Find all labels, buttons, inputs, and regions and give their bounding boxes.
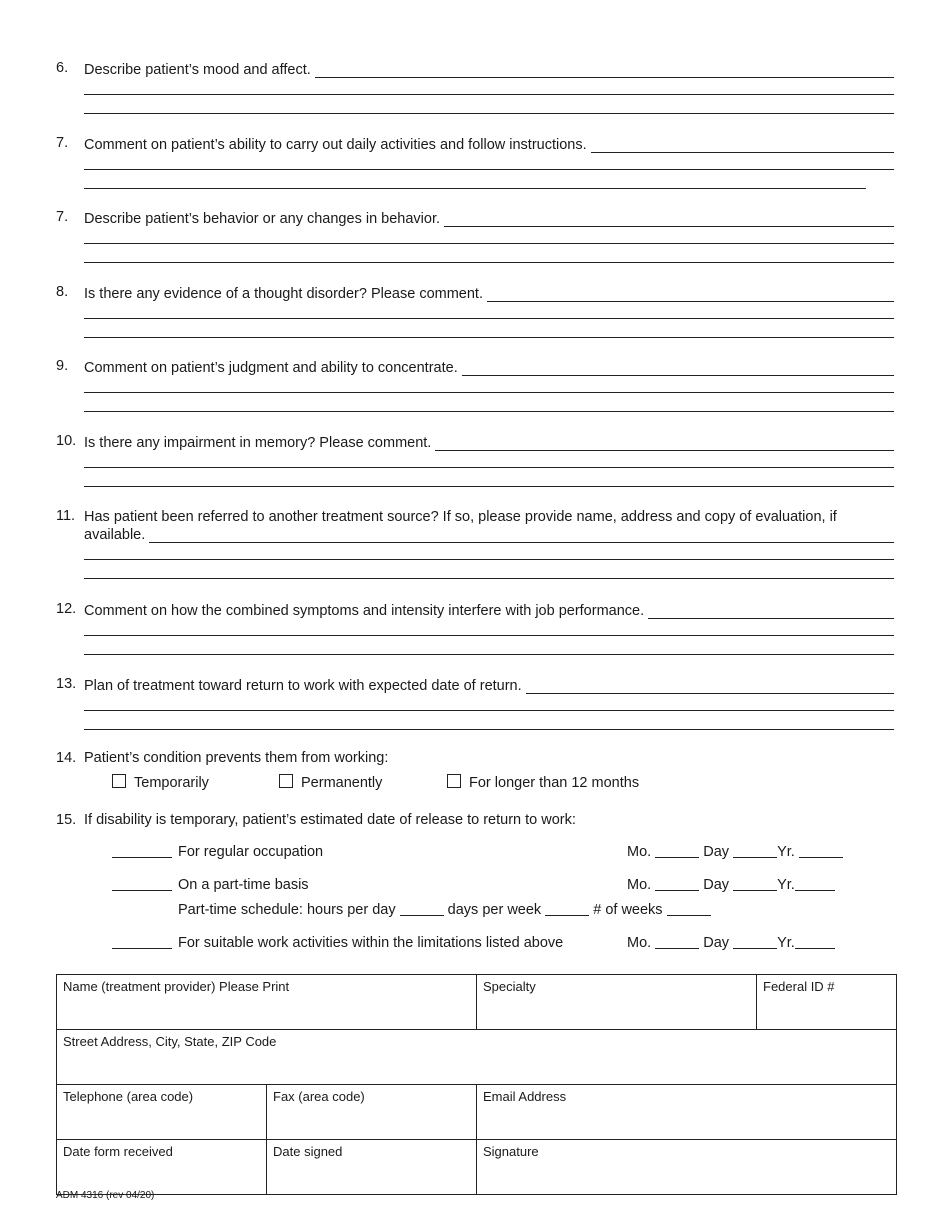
days-label: days per week [447,902,542,918]
answer-line[interactable] [84,318,894,319]
option-label: Permanently [301,775,383,791]
day-field[interactable] [733,844,777,858]
question-7-activities [56,135,894,195]
weeks-label: # of weeks [593,902,663,918]
answer-line[interactable] [84,467,894,468]
question-13 [56,676,894,736]
answer-line[interactable] [84,559,894,560]
federal-id-field[interactable]: Federal ID # [757,975,897,1030]
question-text: Comment on how the combined symptoms and intensity interfere with job performance. [84,603,645,619]
answer-line[interactable] [462,360,894,376]
month-label: Mo. [627,877,652,893]
answer-line[interactable] [444,211,894,227]
name-field[interactable]: Name (treatment provider) Please Print [57,975,477,1030]
day-field[interactable] [733,877,777,891]
month-field[interactable] [655,935,699,949]
month-field[interactable] [655,844,699,858]
email-field[interactable]: Email Address [477,1085,897,1140]
telephone-field[interactable]: Telephone (area code) [57,1085,267,1140]
answer-line[interactable] [84,654,894,655]
answer-line[interactable] [84,243,894,244]
question-text: Is there any evidence of a thought disorder? Please comment. [84,286,483,302]
answer-line[interactable] [84,169,894,170]
question-text-continued: available. [84,527,146,543]
question-number: 6. [56,60,69,76]
answer-line[interactable] [84,262,894,263]
year-field[interactable] [795,877,835,891]
days-field[interactable] [545,902,589,916]
question-text: Has patient been referred to another treatment source? If so, please provide name, address and copy of evaluation, if [84,509,837,525]
answer-line[interactable] [591,137,894,153]
part-time-row [112,877,309,893]
answer-line[interactable] [84,729,894,730]
question-7-behavior [56,209,894,269]
blank-field[interactable] [112,935,172,949]
fax-field[interactable]: Fax (area code) [267,1085,477,1140]
question-number: 7. [56,135,69,151]
part-time-schedule [178,902,711,918]
answer-line[interactable] [84,94,894,95]
signature-field[interactable]: Signature [477,1140,897,1195]
hours-label: Part-time schedule: hours per day [178,902,396,918]
question-9 [56,358,894,418]
answer-line[interactable] [84,113,894,114]
checkbox[interactable] [447,774,461,788]
answer-line[interactable] [84,486,894,487]
year-field[interactable] [799,844,843,858]
answer-line[interactable] [84,635,894,636]
checkbox[interactable] [112,774,126,788]
day-field[interactable] [733,935,777,949]
date-fields [627,935,835,951]
answer-line[interactable] [487,286,894,302]
question-text: Describe patient’s mood and affect. [84,62,311,78]
answer-line[interactable] [84,337,894,338]
answer-line[interactable] [84,392,894,393]
question-text: Comment on patient’s ability to carry out daily activities and follow instructions. [84,137,587,153]
question-number: 12. [56,601,77,617]
option-permanently[interactable] [279,774,382,791]
row-label: For suitable work activities within the limitations listed above [178,935,564,951]
month-field[interactable] [655,877,699,891]
option-label: For longer than 12 months [469,775,640,791]
suitable-work-row [112,935,563,951]
question-text: Plan of treatment toward return to work with expected date of return. [84,678,522,694]
answer-line[interactable] [526,678,894,694]
date-signed-field[interactable]: Date signed [267,1140,477,1195]
option-longer-than-12-months[interactable] [447,774,639,791]
answer-line[interactable] [648,603,894,619]
answer-line[interactable] [84,411,894,412]
year-label: Yr. [777,844,795,860]
answer-line[interactable] [149,529,894,543]
question-number: 11. [56,508,76,524]
checkbox[interactable] [279,774,293,788]
question-number: 15. [56,812,77,828]
date-received-field[interactable]: Date form received [57,1140,267,1195]
answer-line[interactable] [84,188,866,189]
question-text: If disability is temporary, patient’s estimated date of release to return to work: [84,812,576,828]
hours-field[interactable] [400,902,444,916]
question-number: 13. [56,676,77,692]
answer-line[interactable] [315,62,894,78]
year-field[interactable] [795,935,835,949]
day-label: Day [703,877,730,893]
question-number: 7. [56,209,69,225]
question-text: Is there any impairment in memory? Please comment. [84,435,432,451]
month-label: Mo. [627,844,652,860]
answer-line[interactable] [435,435,894,451]
option-label: Temporarily [134,775,209,791]
provider-info-table [56,974,897,1195]
question-number: 14. [56,750,77,766]
question-11 [56,508,894,583]
day-label: Day [703,844,730,860]
question-12 [56,601,894,661]
answer-line[interactable] [84,578,894,579]
question-number: 8. [56,284,69,300]
day-label: Day [703,935,730,951]
question-8 [56,284,894,344]
question-number: 10. [56,433,77,449]
question-text: Comment on patient’s judgment and ability to concentrate. [84,360,458,376]
row-label: On a part-time basis [178,877,309,893]
question-text: Patient’s condition prevents them from working: [84,750,389,766]
blank-field[interactable] [112,844,172,858]
question-10 [56,433,894,493]
question-6 [56,60,894,120]
year-label: Yr. [777,935,795,951]
blank-field[interactable] [112,877,172,891]
year-label: Yr. [777,877,795,893]
date-fields [627,877,835,893]
answer-line[interactable] [84,710,894,711]
date-fields [627,844,843,860]
address-field[interactable]: Street Address, City, State, ZIP Code [57,1030,897,1085]
weeks-field[interactable] [667,902,711,916]
form-id: ADM 4316 (rev 04/20) [56,1190,155,1201]
row-label: For regular occupation [178,844,324,860]
option-temporarily[interactable] [112,774,209,791]
specialty-field[interactable]: Specialty [477,975,757,1030]
month-label: Mo. [627,935,652,951]
question-number: 9. [56,358,69,374]
question-text: Describe patient’s behavior or any changes in behavior. [84,211,441,227]
regular-occupation-row [112,844,323,860]
